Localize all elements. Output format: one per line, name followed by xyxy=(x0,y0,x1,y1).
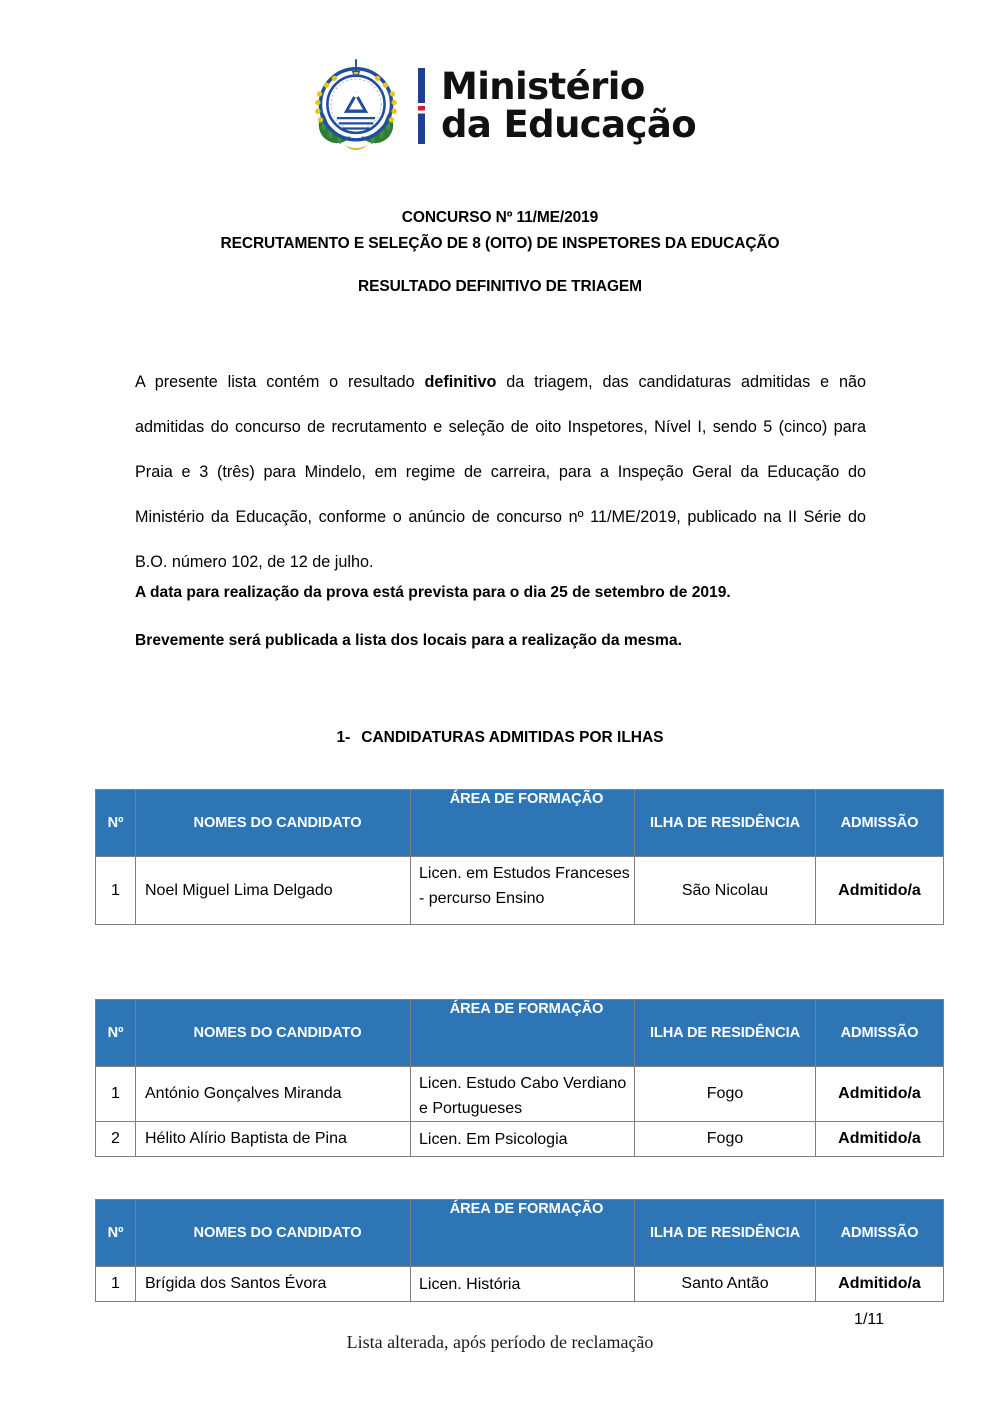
table-row xyxy=(96,1267,944,1302)
cell-num: 2 xyxy=(96,1122,136,1157)
cell-ilha: Fogo xyxy=(635,1122,816,1157)
section-number: 1- xyxy=(336,729,351,746)
exam-date-note: A data para realização da prova está prevista para o dia 25 de setembro de 2019. xyxy=(135,584,731,601)
col-header-admissao: ADMISSÃO xyxy=(816,1000,944,1067)
col-header-area: ÁREA DE FORMAÇÃO xyxy=(411,790,635,857)
cell-area: Licen. Estudo Cabo Verdiano e Portugueses xyxy=(411,1067,635,1122)
col-header-admissao: ADMISSÃO xyxy=(816,1200,944,1267)
col-header-ilha: ILHA DE RESIDÊNCIA xyxy=(635,1200,816,1267)
document-header xyxy=(0,50,1000,162)
table-row xyxy=(96,1122,944,1157)
cell-ilha: Fogo xyxy=(635,1067,816,1122)
table-header-row xyxy=(96,1000,944,1067)
col-header-num: Nº xyxy=(96,790,136,857)
paragraph-bold-definitivo: definitivo xyxy=(424,373,497,391)
locations-note: Brevemente será publicada a lista dos locais para a realização da mesma. xyxy=(135,632,682,649)
cell-name: António Gonçalves Miranda xyxy=(136,1067,411,1122)
ministry-wordmark xyxy=(440,65,697,146)
cell-name: Hélito Alírio Baptista de Pina xyxy=(136,1122,411,1157)
col-header-admissao: ADMISSÃO xyxy=(816,790,944,857)
ministry-line-1: Ministério xyxy=(440,65,645,109)
table-header-row xyxy=(96,1200,944,1267)
paragraph-part-1: A presente lista contém o resultado xyxy=(135,373,425,391)
ministry-logo xyxy=(304,54,696,158)
col-header-area: ÁREA DE FORMAÇÃO xyxy=(411,1200,635,1267)
paragraph-part-2: da triagem, das candidaturas admitidas e não admitidas do concurso de recrutamento e seleção de oito Inspetores, Nível I, sendo 5 (cinco) para Praia e 3 (três) para Mindelo, em regime de carreira, para a Inspeção Geral da Educação do Ministério da Educação, conforme o anúncio de concurso nº 11/ME/2019, publicado na II Série do B.O. número 102, de 12 de julho. xyxy=(135,373,866,571)
cell-num: 1 xyxy=(96,1267,136,1302)
table-header-row xyxy=(96,790,944,857)
cell-admissao: Admitido/a xyxy=(816,857,944,925)
section-heading xyxy=(0,729,1000,747)
admitted-candidates-table-1 xyxy=(95,789,944,925)
col-header-num: Nº xyxy=(96,1000,136,1067)
col-header-num: Nº xyxy=(96,1200,136,1267)
cell-area: Licen. Em Psicologia xyxy=(411,1122,635,1157)
cell-admissao: Admitido/a xyxy=(816,1122,944,1157)
cell-area: Licen. História xyxy=(411,1267,635,1302)
cell-area: Licen. em Estudos Franceses - percurso Ensino xyxy=(411,857,635,925)
cell-name: Brígida dos Santos Évora xyxy=(136,1267,411,1302)
section-title: CANDIDATURAS ADMITIDAS POR ILHAS xyxy=(361,729,664,746)
cell-ilha: São Nicolau xyxy=(635,857,816,925)
cell-ilha: Santo Antão xyxy=(635,1267,816,1302)
cell-name: Noel Miguel Lima Delgado xyxy=(136,857,411,925)
col-header-ilha: ILHA DE RESIDÊNCIA xyxy=(635,1000,816,1067)
intro-paragraph xyxy=(135,360,866,585)
col-header-name: NOMES DO CANDIDATO xyxy=(136,1200,411,1267)
cell-num: 1 xyxy=(96,1067,136,1122)
col-header-name: NOMES DO CANDIDATO xyxy=(136,1000,411,1067)
page-number: 1/11 xyxy=(854,1311,884,1328)
title-concurso: CONCURSO Nº 11/ME/2019 xyxy=(401,209,599,226)
footer-note: Lista alterada, após período de reclamação xyxy=(346,1332,654,1352)
col-header-name: NOMES DO CANDIDATO xyxy=(136,790,411,857)
cell-admissao: Admitido/a xyxy=(816,1067,944,1122)
flag-divider-bar xyxy=(418,68,425,144)
table-row xyxy=(96,857,944,925)
table-row xyxy=(96,1067,944,1122)
admitted-candidates-table-3 xyxy=(95,1199,944,1302)
cell-num: 1 xyxy=(96,857,136,925)
col-header-ilha: ILHA DE RESIDÊNCIA xyxy=(635,790,816,857)
cell-admissao: Admitido/a xyxy=(816,1267,944,1302)
col-header-area: ÁREA DE FORMAÇÃO xyxy=(411,1000,635,1067)
title-resultado: RESULTADO DEFINITIVO DE TRIAGEM xyxy=(358,278,642,295)
document-titles xyxy=(0,205,1000,300)
title-recrutamento: RECRUTAMENTO E SELEÇÃO DE 8 (OITO) DE INSPETORES DA EDUCAÇÃO xyxy=(220,235,780,252)
ministry-line-2: da Educação xyxy=(440,103,697,146)
admitted-candidates-table-2 xyxy=(95,999,944,1157)
cape-verde-coat-of-arms-icon xyxy=(304,54,408,158)
